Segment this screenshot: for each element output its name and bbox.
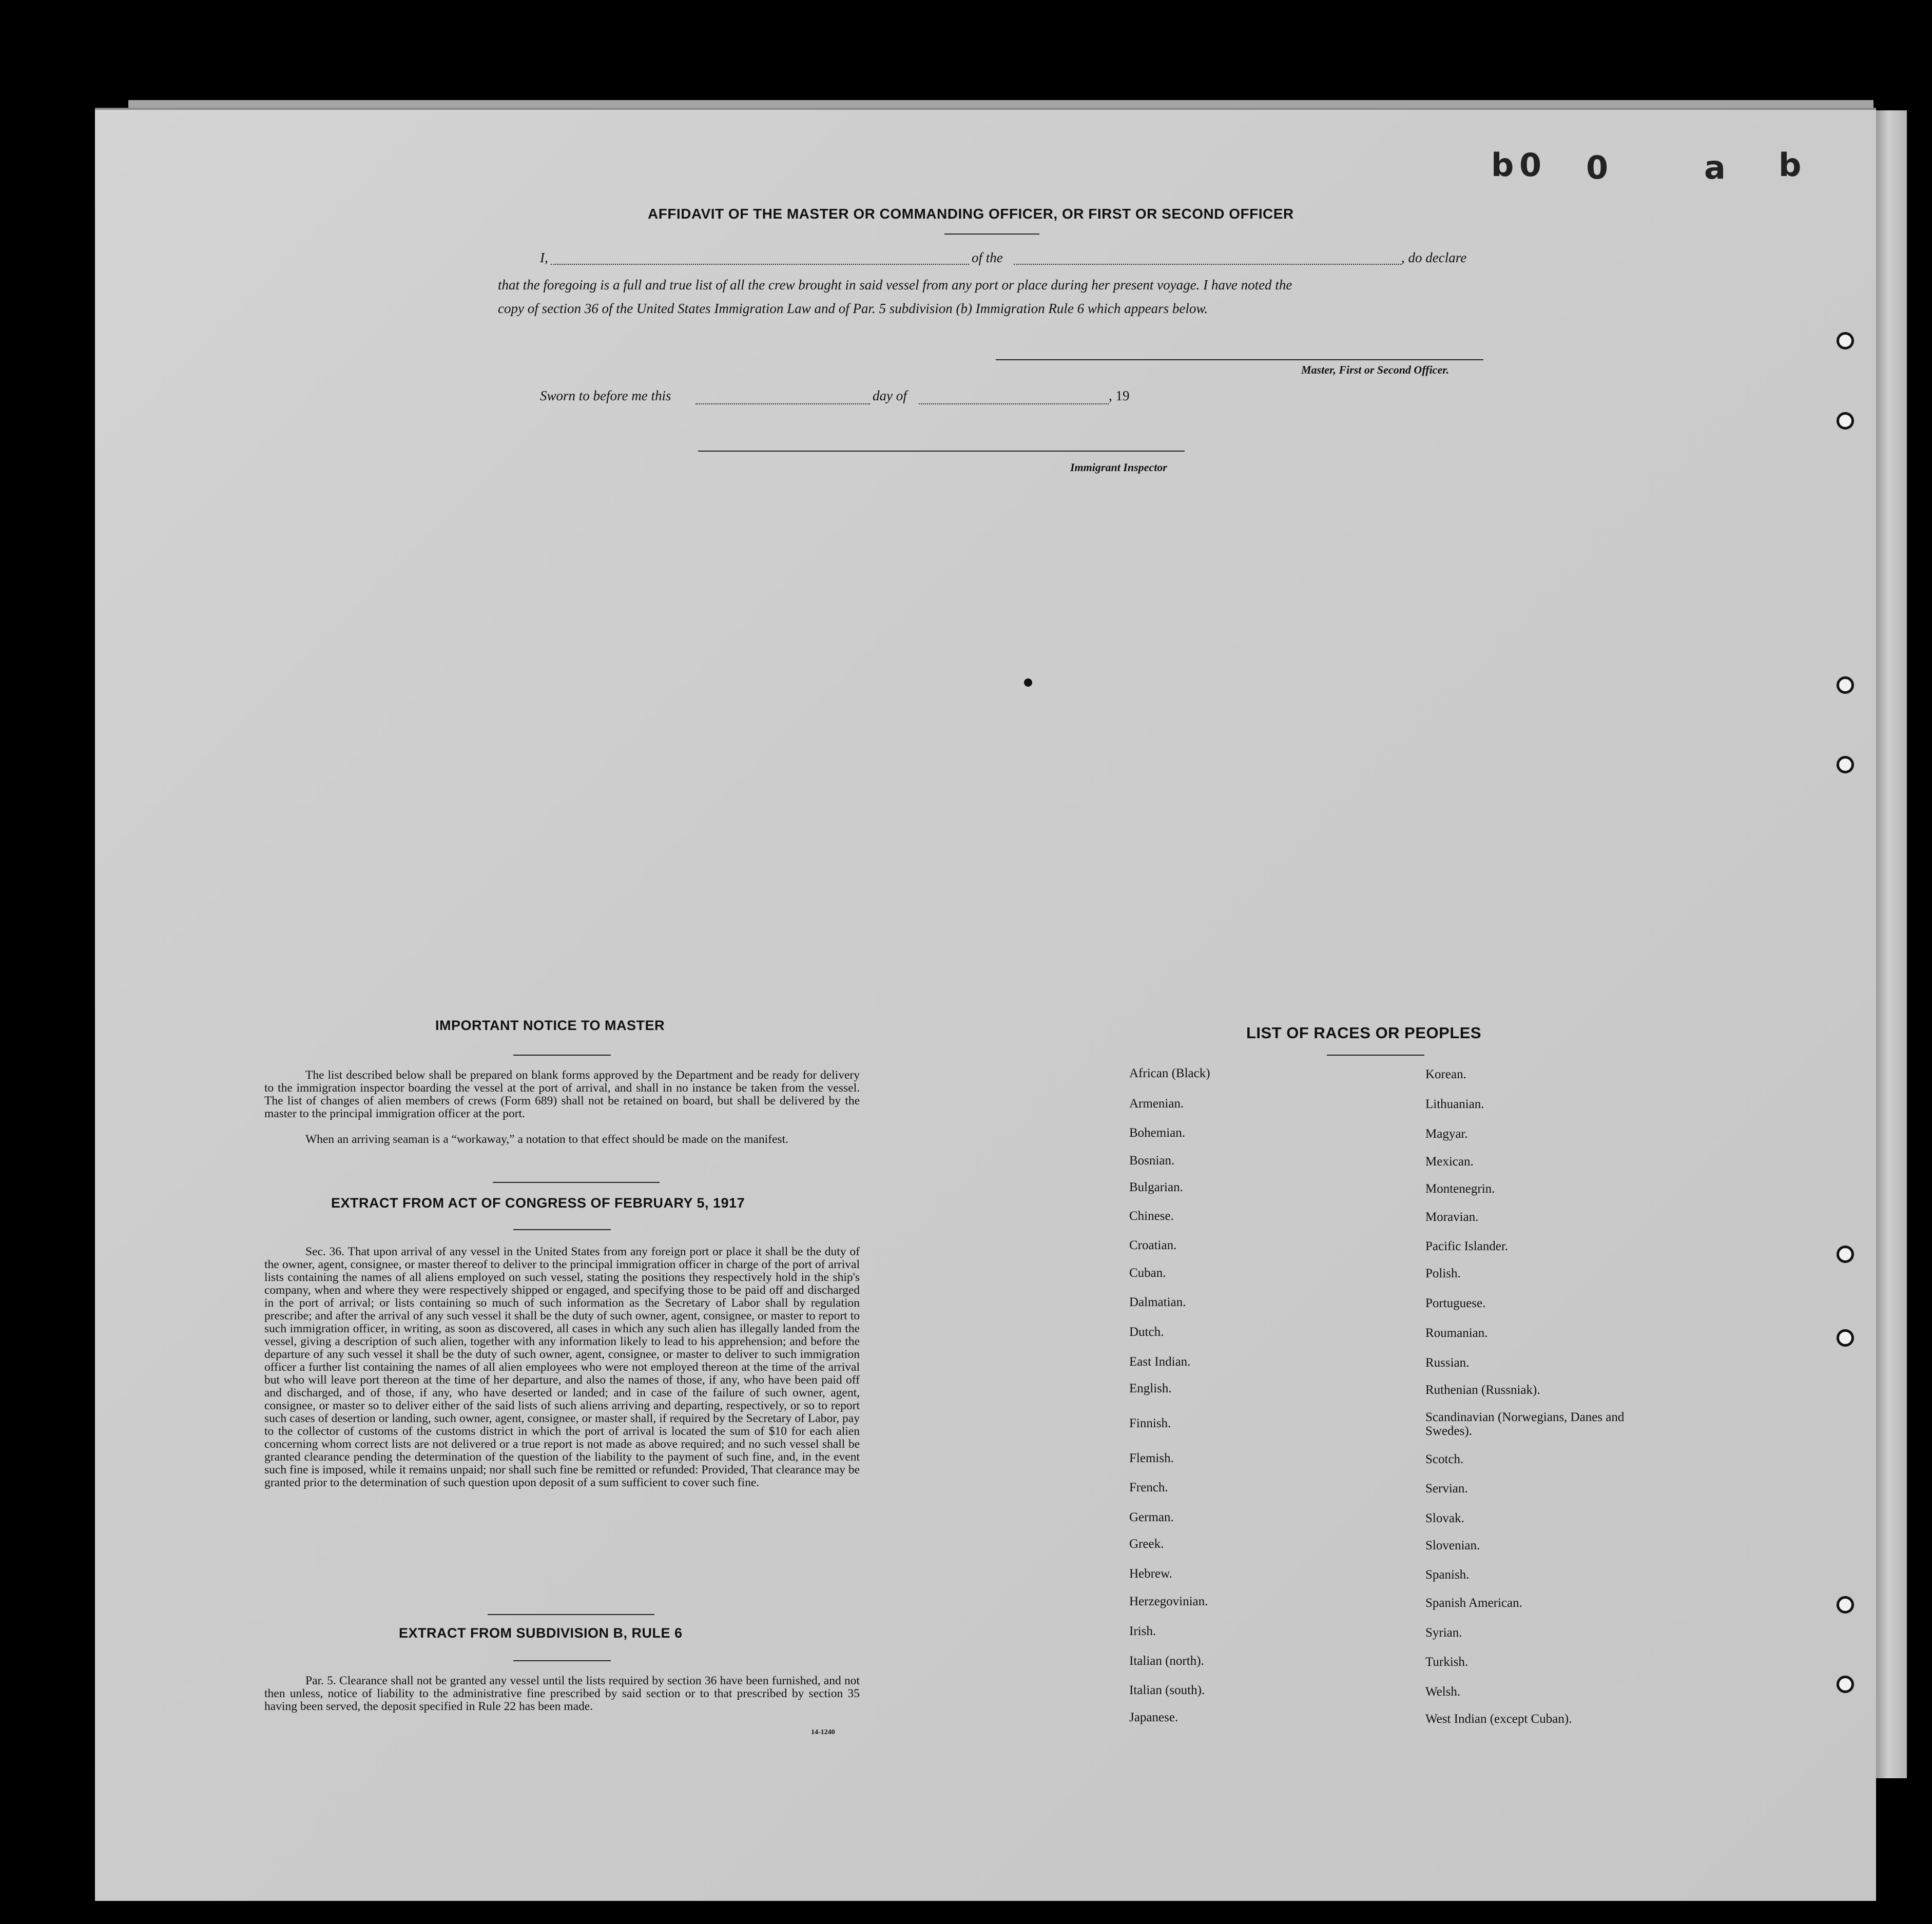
race-item: German. [1129, 1510, 1174, 1524]
race-item: Korean. [1425, 1067, 1466, 1081]
affidavit-title: AFFIDAVIT OF THE MASTER OR COMMANDING OFFICER, OR FIRST OR SECOND OFFICER [648, 206, 1294, 222]
binder-hole [1837, 1596, 1854, 1614]
race-item: Italian (south). [1129, 1683, 1205, 1697]
race-item: French. [1129, 1481, 1168, 1494]
binder-hole [1837, 1329, 1854, 1347]
corner-mark: b [1491, 146, 1514, 184]
sworn-label: Sworn to before me this [540, 388, 671, 403]
signature-line [996, 359, 1483, 360]
race-item: Finnish. [1129, 1416, 1171, 1430]
race-item: Japanese. [1129, 1711, 1178, 1724]
race-item: Spanish American. [1425, 1596, 1522, 1610]
vessel-blank [1014, 264, 1401, 265]
race-item: Scotch. [1425, 1452, 1464, 1466]
race-item: Dalmatian. [1129, 1295, 1186, 1309]
rule-extract-title: EXTRACT FROM SUBDIVISION B, RULE 6 [399, 1625, 683, 1641]
race-item: Syrian. [1425, 1626, 1462, 1640]
race-item: English. [1129, 1382, 1172, 1395]
binder-hole [1837, 332, 1854, 349]
race-item: Italian (north). [1129, 1654, 1204, 1668]
race-item: Scandinavian (Norwegians, Danes and Swedes). [1425, 1410, 1625, 1438]
rule-extract-text: Par. 5. Clearance shall not be granted any vessel until the lists required by section 36 have been furnished, and not then unless, notice of liability to the administrative fine prescribed by said section or to that prescribed by section 35 having been served, the deposit specified in Rule 22 has been made. [264, 1674, 860, 1713]
section-divider [493, 1182, 660, 1183]
notice-title: IMPORTANT NOTICE TO MASTER [435, 1018, 665, 1033]
binder-hole [1837, 1246, 1854, 1263]
binder-hole [1837, 676, 1854, 694]
race-item: Greek. [1129, 1537, 1164, 1551]
race-item: Portuguese. [1425, 1296, 1486, 1310]
affidavit-i: I, [540, 250, 548, 265]
name-blank [551, 264, 969, 265]
corner-mark: a [1704, 149, 1726, 186]
binder-hole [1837, 756, 1854, 773]
race-item: Lithuanian. [1425, 1097, 1484, 1111]
inspector-caption: Immigrant Inspector [1070, 461, 1167, 474]
race-item: Montenegrin. [1425, 1182, 1495, 1196]
binder-hole [1837, 1676, 1854, 1693]
race-item: Bosnian. [1129, 1154, 1175, 1168]
race-item: Cuban. [1129, 1266, 1166, 1280]
ink-dot [1024, 678, 1032, 687]
month-blank [919, 403, 1109, 404]
form-number: 14-1240 [811, 1728, 835, 1736]
race-item: Servian. [1425, 1482, 1468, 1495]
race-item: Slovak. [1425, 1511, 1464, 1525]
act-extract-title: EXTRACT FROM ACT OF CONGRESS OF FEBRUARY 5, 1917 [331, 1195, 745, 1211]
corner-mark: b [1779, 146, 1802, 184]
race-item: Bulgarian. [1129, 1180, 1183, 1194]
notice-paragraph-2: When an arriving seaman is a “workaway,” a notation to that effect should be made on the manifest. [305, 1133, 788, 1146]
affidavit-of-the: of the [972, 250, 1003, 265]
sworn-day-blank [695, 403, 870, 404]
rule-extract-underline [513, 1660, 611, 1661]
act-extract-text: Sec. 36. That upon arrival of any vessel in the United States from any foreign port or place it shall be the duty of the owner, agent, consignee, or master thereof to deliver to the principal immigration officer in charge of the port of arrival lists containing the names of all aliens employed on such vessel, stating the positions they respectively hold in the ship's company, when and where they were respectively shipped or engaged, and specifying those to be paid off and discharged in the port of arrival; or lists containing so much of such information as the Secretary of Labor shall by regulation prescribe; and after the arrival of any such vessel it shall be the duty of such owner, agent, consignee, or master to report to such immigration officer, in writing, as soon as discovered, all cases in which any such alien has illegally landed from the vessel, giving a description of such alien, together with any information likely to lead to his apprehension; and before the departure of any such vessel it shall be the duty of such owner, agent, consignee, or master to deliver to such immigration officer a further list containing the names of all alien employees who were not employed thereon at the time of the arrival but who will leave port thereon at the time of her departure, and also the names of those, if any, who have been paid off and discharged, and of those, if any, who have deserted or landed; and in case of the failure of such owner, agent, consignee, or master so to deliver either of the said lists of such aliens arriving and departing, respectively, or so to report such cases of desertion or landing, such owner, agent, consignee, or master shall, if required by the Secretary of Labor, pay to the collector of customs of the customs district in which the port of arrival is located the sum of $10 for each alien concerning whom correct lists are not delivered or a true report is not made as above required; and no such vessel shall be granted clearance pending the determination of the question of the liability to the payment of such fine, and, in the event such fine is imposed, while it remains unpaid; nor shall such fine be remitted or refunded: Provided, That clearance may be granted prior to the determination of such question upon deposit of a sum sufficient to cover such fine. [264, 1245, 860, 1489]
race-item: Pacific Islander. [1425, 1239, 1509, 1253]
race-item: Russian. [1425, 1356, 1470, 1370]
affidavit-declare: , do declare [1401, 250, 1467, 265]
day-of-label: day of [873, 388, 907, 403]
page-right-edge [1876, 110, 1907, 1778]
notice-paragraph-1: The list described below shall be prepared on blank forms approved by the Department and be ready for delivery to the immigration inspector boarding the vessel at the port of arrival, and shall in no instance be taken from the vessel. The list of changes of alien members of crews (Form 689) shall not be retained on board, but shall be delivered by the master to the principal immigration officer at the port. [264, 1068, 860, 1120]
notice-underline [513, 1055, 611, 1056]
races-title: LIST OF RACES OR PEOPLES [1246, 1024, 1482, 1042]
race-item: Moravian. [1425, 1210, 1479, 1224]
affidavit-line-3: copy of section 36 of the United States Immigration Law and of Par. 5 subdivision (b) Immigration Rule 6 which appears below. [498, 301, 1208, 316]
section-divider [488, 1614, 654, 1615]
affidavit-line-2: that the foregoing is a full and true list of all the crew brought in said vessel from any port or place during her present voyage. I have noted the [498, 277, 1292, 293]
act-extract-underline [513, 1229, 611, 1230]
corner-mark: 0 [1519, 146, 1542, 184]
binder-hole [1837, 412, 1854, 430]
race-item: Roumanian. [1425, 1326, 1488, 1340]
race-item: Herzegovinian. [1129, 1595, 1208, 1608]
race-item: Ruthenian (Russniak). [1425, 1383, 1540, 1397]
race-item: Chinese. [1129, 1209, 1174, 1223]
race-item: Flemish. [1129, 1451, 1174, 1465]
race-item: Magyar. [1425, 1127, 1468, 1141]
race-item: East Indian. [1129, 1355, 1191, 1369]
title-underline [944, 234, 1039, 235]
race-item: Armenian. [1129, 1097, 1184, 1111]
race-item: Mexican. [1425, 1155, 1474, 1169]
race-item: Irish. [1129, 1624, 1156, 1638]
race-item: Bohemian. [1129, 1126, 1186, 1140]
race-item: Hebrew. [1129, 1567, 1172, 1581]
race-item: African (Black) [1129, 1066, 1210, 1080]
race-item: West Indian (except Cuban). [1425, 1712, 1572, 1726]
race-item: Slovenian. [1425, 1539, 1480, 1552]
race-item: Spanish. [1425, 1568, 1470, 1582]
race-item: Dutch. [1129, 1325, 1164, 1339]
year-prefix: , 19 [1109, 388, 1130, 403]
corner-mark: 0 [1586, 149, 1609, 186]
races-underline [1327, 1055, 1424, 1056]
race-item: Croatian. [1129, 1238, 1177, 1252]
race-item: Polish. [1425, 1267, 1461, 1280]
inspector-signature-line [698, 451, 1185, 452]
race-item: Welsh. [1425, 1685, 1461, 1699]
race-item: Turkish. [1425, 1655, 1469, 1669]
form-paper [95, 108, 1876, 1901]
signature-caption: Master, First or Second Officer. [1301, 363, 1450, 376]
